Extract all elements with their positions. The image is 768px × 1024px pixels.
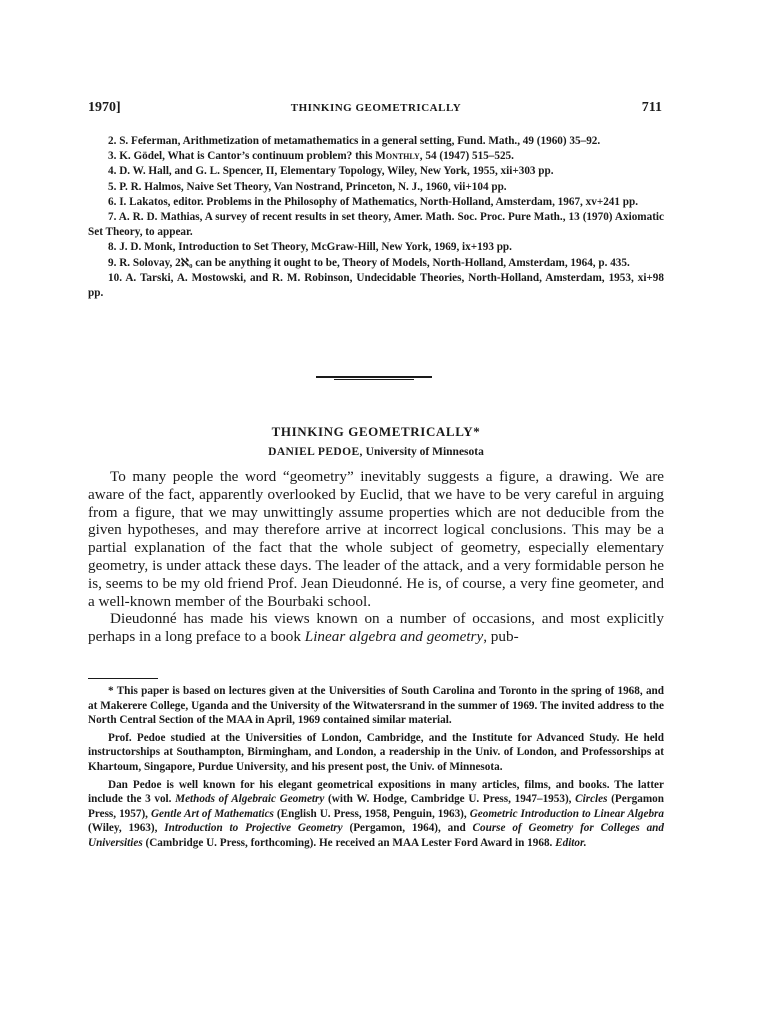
reference-item: 7. A. R. D. Mathias, A survey of recent results in set theory, Amer. Math. Soc. Proc. Pure Math., 13 (1970) Axiomatic Set Theory, to appear. <box>88 211 665 239</box>
section-divider-underline <box>334 379 414 380</box>
article-title: THINKING GEOMETRICALLY* <box>271 424 481 439</box>
body-paragraph: Dieudonné has made his views known on a number of occasions, and most explicitly perhaps in a long preface to a book Linear algebra and geometry, pub- <box>88 610 664 646</box>
reference-item: 10. A. Tarski, A. Mostowski, and R. M. Robinson, Undecidable Theories, North-Holland, Amsterdam, 1953, xi+98 pp. <box>88 271 664 300</box>
footnote: * This paper is based on lectures given at the Universities of South Carolina and Toronto in the spring of 1968, and at Makerere College, Uganda and the University of the Witwatersrand in the summer of 1969. The invited address to the North Central Section of the MAA in April, 1969 contained similar material. <box>88 685 664 727</box>
reference-item: 2. S. Feferman, Arithmetization of metamathematics in a general setting, Fund. Math., 49 (1960) 35–92. <box>108 135 601 147</box>
reference-list <box>88 134 664 301</box>
footnote: Dan Pedoe is well known for his elegant geometrical expositions in many articles, films, and books. The latter include the 3 vol. Methods of Algebraic Geometry (with W. Hodge, Cambridge U. Press, 1947–1953), Circles (Pergamon Press, 1957), Gentle Art of Mathematics (English U. Press, 1958, Penguin, 1963), Geometric Introduction to Linear Algebra (Wiley, 1963), Introduction to Projective Geometry (Pergamon, 1964), and Course of Geometry for Colleges and Universities (Cambridge U. Press, forthcoming). He received an MAA Lester Ford Award in 1968. Editor. <box>88 778 665 849</box>
reference-item: 4. D. W. Hall, and G. L. Spencer, II, Elementary Topology, Wiley, New York, 1955, xii+303 pp. <box>108 165 554 178</box>
body-paragraph: To many people the word “geometry” inevitably suggests a figure, a drawing. We are aware of the fact, apparently overlooked by Euclid, that we have to be very careful in arguing from a figure, that we may unwittingly assume properties which are not deducible from the given hypotheses, and may therefore arrive at incorrect logical conclusions. This may be a partial explanation of the fact that the whole subject of geometry, especially elementary geometry, is under attack these days. The leader of the attack, and a very formidable person he is, seems to be my old friend Prof. Jean Dieudonné. He is, of course, a very fine geometer, and a well-known member of the Bourbaki school. <box>88 468 664 610</box>
reference-item: 8. J. D. Monk, Introduction to Set Theory, McGraw-Hill, New York, 1969, ix+193 pp. <box>108 241 512 254</box>
running-head <box>88 96 664 116</box>
footnotes <box>88 684 664 854</box>
footnote: Prof. Pedoe studied at the Universities of London, Cambridge, and the Institute for Advanced Study. He held instructorships at Southampton, Birmingham, and London, a readership in the Univ. of London, and Professorships at Khartoum, Singapore, Purdue University, and his present post, the Univ. of Minnesota. <box>88 731 664 773</box>
reference-item: 3. K. Gödel, What is Cantor’s continuum problem? this Monthly, 54 (1947) 515–525. <box>108 150 514 163</box>
volume-year: 1970] <box>88 100 121 115</box>
author-name: DANIEL PEDOE, <box>268 446 363 458</box>
reference-item: 6. I. Lakatos, editor. Problems in the Philosophy of Mathematics, North-Holland, Amsterdam, 1967, xv+241 pp. <box>108 195 639 208</box>
reference-item: 5. P. R. Halmos, Naive Set Theory, Van Nostrand, Princeton, N. J., 1960, vii+104 pp. <box>108 180 507 193</box>
reference-item: 9. R. Solovay, 2ℵ₀ can be anything it ought to be, Theory of Models, North-Holland, Amsterdam, 1964, p. 435. <box>108 256 630 269</box>
page-number: 711 <box>641 100 662 115</box>
running-title: THINKING GEOMETRICALLY <box>290 102 462 114</box>
author-line <box>88 446 664 458</box>
article-body <box>88 468 664 646</box>
author-affiliation: University of Minnesota <box>362 446 484 458</box>
section-divider <box>316 376 432 378</box>
footnote-rule <box>88 678 158 679</box>
